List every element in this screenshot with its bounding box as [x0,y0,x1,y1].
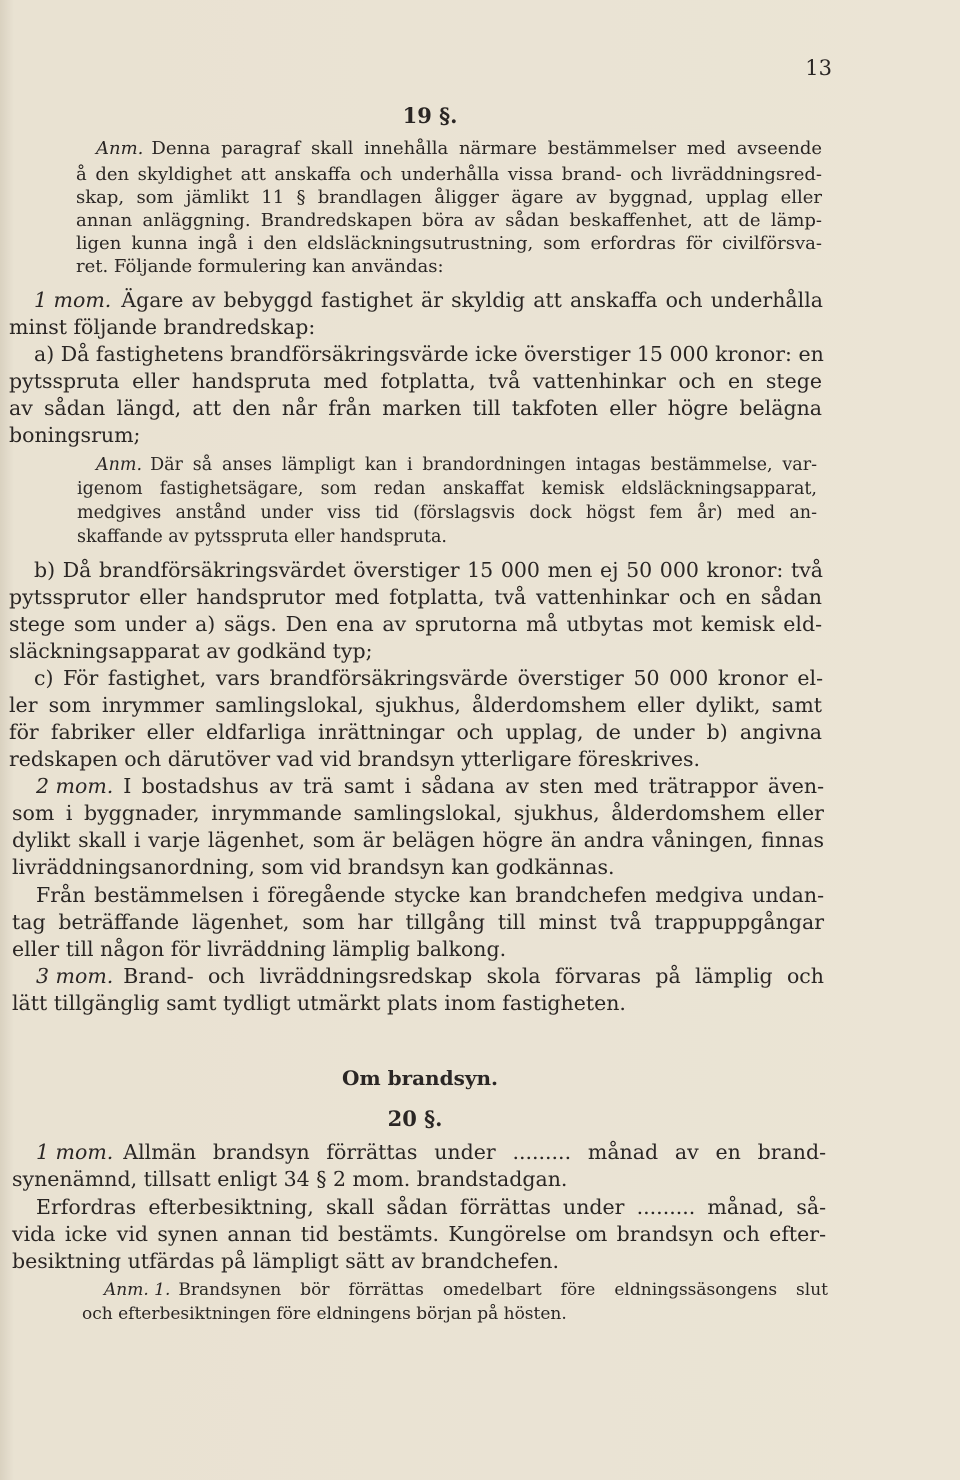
brandsyn-anm-line-1: Anm. 1. Brandsynen bör förrättas omedelbart före eldningssäsongens slut [104,1280,828,1300]
section-heading-19: 19 §. [402,103,458,128]
mom1-label: 1 mom. [34,288,112,312]
anm-line-4: annan anläggning. Brandredskapen böra av sådan beskaffenhet, att de lämp- [76,210,822,231]
mom3-line-1: 3 mom. Brand- och livräddningsredskap skola förvaras på lämplig och [36,964,824,988]
item-c-line-3: för fabriker eller eldfarliga inrättningar och upplag, de under b) angivna [9,720,822,744]
note-line-1: Anm. Där så anses lämpligt kan i brandordningen intagas bestämmelse, var- [96,455,817,475]
brandsyn-line-5: besiktning utfärdas på lämpligt sätt av brandchefen. [12,1249,559,1273]
brandsyn-line-1: 1 mom. Allmän brandsyn förrättas under ......... månad av en brand- [36,1140,826,1164]
note-label: Anm. [96,455,143,475]
anm-line-6: ret. Följande formulering kan användas: [76,256,444,277]
brandsyn-anm-label: Anm. 1. [104,1280,171,1300]
item-c-line-2: ler som inrymmer samlingslokal, sjukhus, ålderdomshem eller dylikt, samt [9,693,822,717]
mom2-line-6: tag beträffande lägenhet, som har tillgång till minst två trappuppgångar [12,910,824,934]
mom2-line-3: dylikt skall i varje lägenhet, som är belägen högre än andra våningen, finnas [12,828,824,852]
mom2-line-2: som i byggnader, inrymmande samlingslokal, sjukhus, ålderdomshem eller [12,801,824,825]
mom2-line-4: livräddningsanordning, som vid brandsyn kan godkännas. [12,855,615,879]
mom3-line-2: lätt tillgänglig samt tydligt utmärkt plats inom fastigheten. [12,991,626,1015]
mom1-line-2: minst följande brandredskap: [9,315,316,339]
item-a-line-3: av sådan längd, att den når från marken till takfoten eller högre belägna [9,396,822,420]
anm-line-5: ligen kunna ingå i den eldsläckningsutrustning, som erfordras för civilförsva- [76,233,822,254]
item-b-line-1: b) Då brandförsäkringsvärdet överstiger 15 000 men ej 50 000 kronor: två [34,558,823,582]
anm-line-3: skap, som jämlikt 11 § brandlagen åligger ägare av byggnad, upplag eller [76,187,822,208]
page-number: 13 [805,56,832,80]
note-line-4: skaffande av pytsspruta eller handspruta. [77,527,447,547]
item-b-line-2: pytssprutor eller handsprutor med fotplatta, två vattenhinkar och en sådan [9,585,822,609]
mom2-label: 2 mom. [36,774,114,798]
brandsyn-anm-line-2: och efterbesiktningen före eldningens början på hösten. [82,1304,567,1324]
brandsyn-title: Om brandsyn. [342,1066,498,1090]
brandsyn-line-4: vida icke vid synen annan tid bestämts. Kungörelse om brandsyn och efter- [12,1222,826,1246]
mom2-line-5: Från bestämmelsen i föregående stycke kan brandchefen medgiva undan- [36,883,824,907]
anm-line-2: å den skyldighet att anskaffa och underhålla vissa brand- och livräddningsred- [76,164,822,185]
mom3-label: 3 mom. [36,964,114,988]
note-line-3: medgives anstånd under viss tid (förslagsvis dock högst fem år) med an- [77,503,817,523]
item-a-line-1: a) Då fastighetens brandförsäkringsvärde icke överstiger 15 000 kronor: en [34,342,824,366]
brandsyn-line-2: synenämnd, tillsatt enligt 34 § 2 mom. brandstadgan. [12,1167,568,1191]
anm-line-1: Anm. Denna paragraf skall innehålla närmare bestämmelser med avseende [96,138,822,159]
anm-label: Anm. [96,138,144,159]
brandsyn-line-3: Erfordras efterbesiktning, skall sådan förrättas under ......... månad, så- [36,1195,826,1219]
item-b-line-4: släckningsapparat av godkänd typ; [9,639,373,663]
mom2-line-7: eller till någon för livräddning lämplig balkong. [12,937,507,961]
section-heading-20: 20 §. [387,1106,443,1131]
note-line-2: igenom fastighetsägare, som redan anskaffat kemisk eldsläckningsapparat, [77,479,817,499]
item-a-line-2: pytsspruta eller handspruta med fotplatta, två vattenhinkar och en stege [9,369,822,393]
item-a-line-4: boningsrum; [9,423,141,447]
item-b-line-3: stege som under a) sägs. Den ena av sprutorna må utbytas mot kemisk eld- [9,612,822,636]
brandsyn-mom1-label: 1 mom. [36,1140,114,1164]
item-c-line-4: redskapen och därutöver vad vid brandsyn ytterligare föreskrives. [9,747,701,771]
item-c-line-1: c) För fastighet, vars brandförsäkringsvärde överstiger 50 000 kronor el- [34,666,823,690]
mom2-line-1: 2 mom. I bostadshus av trä samt i sådana av sten med trätrappor även- [36,774,824,798]
mom1-line-1: 1 mom. Ägare av bebyggd fastighet är skyldig att anskaffa och underhålla [34,288,823,312]
